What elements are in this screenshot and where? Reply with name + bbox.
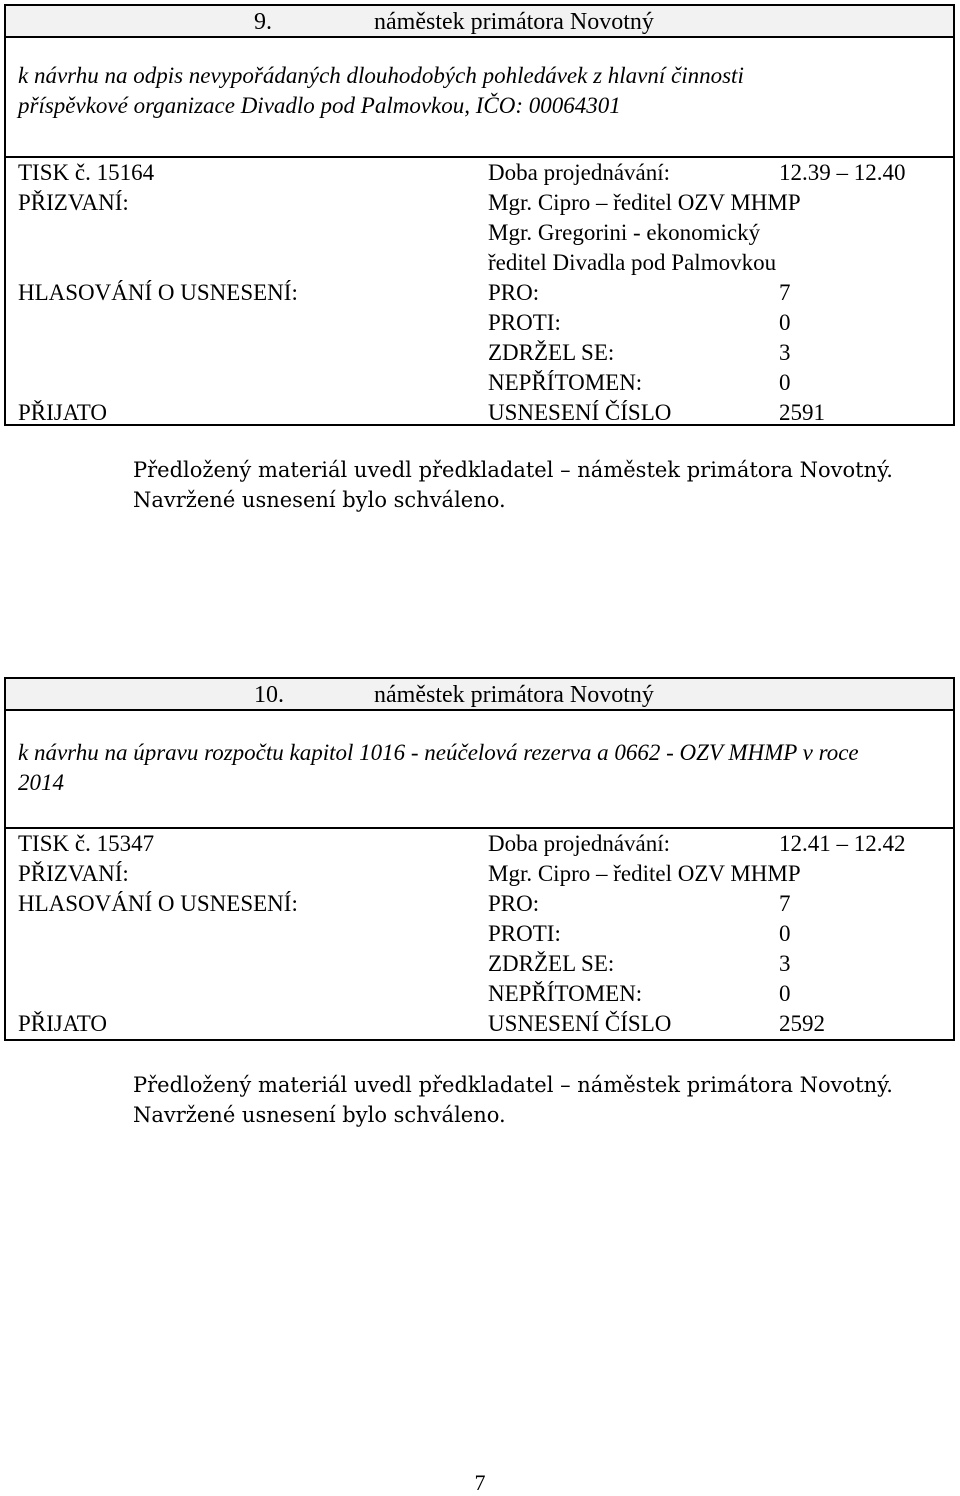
guest-line: Mgr. Cipro – ředitel OZV MHMP: [488, 861, 801, 886]
subject-line: příspěvkové organizace Divadlo pod Palmovkou, IČO: 00064301: [18, 93, 621, 118]
tisk-number: TISK č. 15347: [18, 831, 155, 856]
vote-label: ZDRŽEL SE:: [488, 951, 615, 976]
hlasovani-label: HLASOVÁNÍ O USNESENÍ:: [18, 280, 298, 305]
usneseni-number: 2591: [779, 400, 825, 425]
agenda-item: [4, 4, 955, 426]
subject-line: k návrhu na úpravu rozpočtu kapitol 1016 - neúčelová rezerva a 0662 - OZV MHMP v roce: [18, 740, 859, 765]
vote-label: NEPŘÍTOMEN:: [488, 981, 643, 1006]
doba-label: Doba projednávání:: [488, 831, 671, 856]
guest-line: ředitel Divadla pod Palmovkou: [488, 250, 777, 275]
item-note: [133, 455, 893, 515]
item-header: [4, 4, 955, 38]
prizvani-label: PŘIZVANÍ:: [18, 190, 129, 215]
item-meta-table: [4, 156, 955, 426]
item-subject: [4, 711, 955, 827]
vote-value: 0: [779, 921, 791, 946]
vote-value: 0: [779, 310, 791, 335]
usneseni-label: USNESENÍ ČÍSLO: [488, 1011, 672, 1036]
vote-value: 3: [779, 951, 791, 976]
vote-label: PRO:: [488, 280, 540, 305]
prizvani-label: PŘIZVANÍ:: [18, 861, 129, 886]
item-presenter: náměstek primátora Novotný: [374, 9, 654, 35]
item-presenter: náměstek primátora Novotný: [374, 682, 654, 708]
guest-line: Mgr. Gregorini - ekonomický: [488, 220, 761, 245]
result-status: PŘIJATO: [18, 400, 108, 425]
note-line: Předložený materiál uvedl předkladatel – náměstek primátora Novotný.: [133, 458, 893, 482]
subject-line: k návrhu na odpis nevypořádaných dlouhodobých pohledávek z hlavní činnosti: [18, 63, 744, 88]
vote-label: PROTI:: [488, 310, 561, 335]
note-line: Předložený materiál uvedl předkladatel – náměstek primátora Novotný.: [133, 1073, 893, 1097]
hlasovani-label: HLASOVÁNÍ O USNESENÍ:: [18, 891, 298, 916]
usneseni-number: 2592: [779, 1011, 825, 1036]
subject-line: 2014: [18, 770, 64, 795]
item-number: 10.: [254, 682, 284, 708]
vote-label: PROTI:: [488, 921, 561, 946]
doba-label: Doba projednávání:: [488, 160, 671, 185]
item-header: [4, 677, 955, 711]
agenda-item: [4, 677, 955, 1041]
note-line: Navržené usnesení bylo schváleno.: [133, 1103, 506, 1127]
vote-label: PRO:: [488, 891, 540, 916]
item-note: [133, 1070, 893, 1130]
item-subject: [4, 38, 955, 156]
guest-line: Mgr. Cipro – ředitel OZV MHMP: [488, 190, 801, 215]
usneseni-label: USNESENÍ ČÍSLO: [488, 400, 672, 425]
vote-value: 0: [779, 370, 791, 395]
vote-value: 7: [779, 891, 791, 916]
page-number: 7: [474, 1470, 486, 1495]
result-status: PŘIJATO: [18, 1011, 108, 1036]
note-line: Navržené usnesení bylo schváleno.: [133, 488, 506, 512]
doba-value: 12.39 – 12.40: [779, 160, 906, 185]
vote-label: NEPŘÍTOMEN:: [488, 370, 643, 395]
item-number: 9.: [254, 9, 272, 35]
vote-value: 7: [779, 280, 791, 305]
vote-label: ZDRŽEL SE:: [488, 340, 615, 365]
tisk-number: TISK č. 15164: [18, 160, 155, 185]
doba-value: 12.41 – 12.42: [779, 831, 906, 856]
vote-value: 3: [779, 340, 791, 365]
item-meta-table: [4, 827, 955, 1041]
vote-value: 0: [779, 981, 791, 1006]
